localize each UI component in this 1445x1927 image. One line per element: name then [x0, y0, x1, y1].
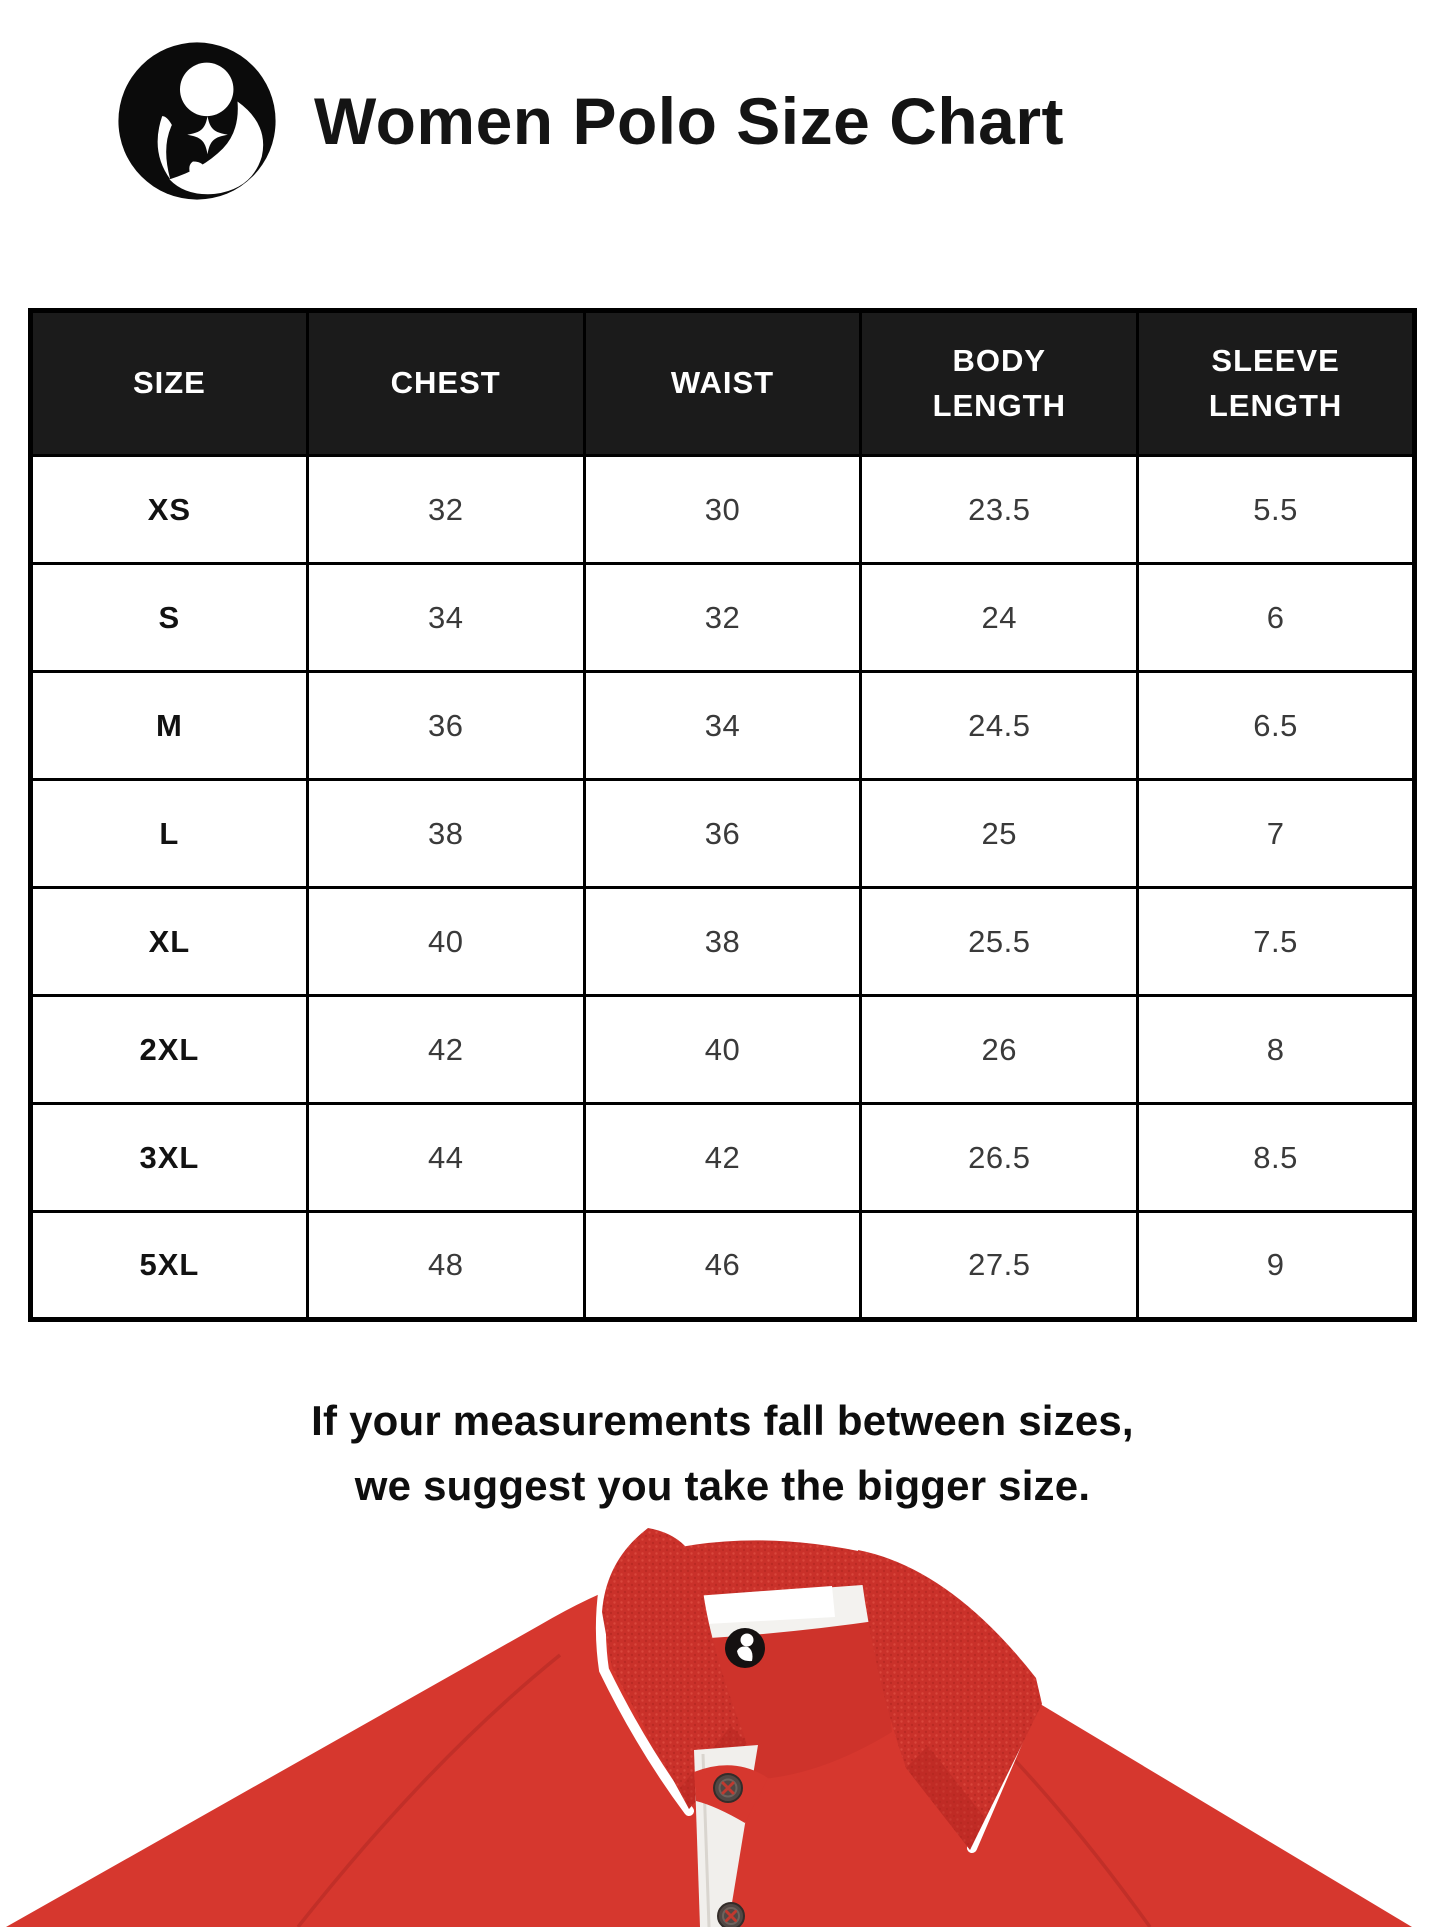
- body-length-value: 26.5: [861, 1104, 1138, 1212]
- page-title: Women Polo Size Chart: [314, 84, 1065, 158]
- column-header-size: SIZE: [31, 311, 308, 456]
- body-length-value: 23.5: [861, 456, 1138, 564]
- column-header-sleeve-length: SLEEVE LENGTH: [1138, 311, 1415, 456]
- polo-shirt-image: [0, 1520, 1445, 1927]
- sizing-note: [0, 1388, 1445, 1518]
- column-header-waist: WAIST: [584, 311, 861, 456]
- body-length-value: 25: [861, 780, 1138, 888]
- sleeve-length-value: 6: [1138, 564, 1415, 672]
- size-chart-table: [28, 308, 1417, 1322]
- table-row-5xl: [31, 1212, 1415, 1320]
- sleeve-length-value: 8: [1138, 996, 1415, 1104]
- chest-value: 36: [307, 672, 584, 780]
- table-row-xl: [31, 888, 1415, 996]
- size-label: XL: [31, 888, 308, 996]
- size-label: M: [31, 672, 308, 780]
- brand-logo-icon: [116, 40, 278, 202]
- waist-value: 40: [584, 996, 861, 1104]
- size-label: 2XL: [31, 996, 308, 1104]
- table-row-3xl: [31, 1104, 1415, 1212]
- body-length-value: 25.5: [861, 888, 1138, 996]
- size-label: 5XL: [31, 1212, 308, 1320]
- chest-value: 42: [307, 996, 584, 1104]
- table-row-2xl: [31, 996, 1415, 1104]
- chest-value: 38: [307, 780, 584, 888]
- waist-value: 46: [584, 1212, 861, 1320]
- waist-value: 36: [584, 780, 861, 888]
- body-length-value: 24: [861, 564, 1138, 672]
- chest-value: 48: [307, 1212, 584, 1320]
- table-row-s: [31, 564, 1415, 672]
- waist-value: 32: [584, 564, 861, 672]
- polo-button-top: [714, 1774, 742, 1802]
- sleeve-length-value: 9: [1138, 1212, 1415, 1320]
- sleeve-length-value: 6.5: [1138, 672, 1415, 780]
- sizing-note-line-2: we suggest you take the bigger size.: [354, 1462, 1091, 1510]
- sleeve-length-value: 7: [1138, 780, 1415, 888]
- collar-logo-tag: [725, 1628, 765, 1668]
- chest-value: 32: [307, 456, 584, 564]
- chest-value: 34: [307, 564, 584, 672]
- size-label: XS: [31, 456, 308, 564]
- sleeve-length-value: 8.5: [1138, 1104, 1415, 1212]
- column-header-chest: CHEST: [307, 311, 584, 456]
- table-row-m: [31, 672, 1415, 780]
- header: [0, 0, 1445, 202]
- sleeve-length-value: 5.5: [1138, 456, 1415, 564]
- waist-value: 42: [584, 1104, 861, 1212]
- polo-button-bottom: [718, 1903, 744, 1927]
- table-row-xs: [31, 456, 1415, 564]
- sizing-note-line-1: If your measurements fall between sizes,: [311, 1397, 1134, 1444]
- sleeve-length-value: 7.5: [1138, 888, 1415, 996]
- body-length-value: 27.5: [861, 1212, 1138, 1320]
- chest-value: 44: [307, 1104, 584, 1212]
- table-row-l: [31, 780, 1415, 888]
- waist-value: 38: [584, 888, 861, 996]
- size-label: L: [31, 780, 308, 888]
- column-header-body-length: BODY LENGTH: [861, 311, 1138, 456]
- size-label: S: [31, 564, 308, 672]
- body-length-value: 26: [861, 996, 1138, 1104]
- table-header-row: [31, 311, 1415, 456]
- waist-value: 30: [584, 456, 861, 564]
- size-label: 3XL: [31, 1104, 308, 1212]
- chest-value: 40: [307, 888, 584, 996]
- body-length-value: 24.5: [861, 672, 1138, 780]
- waist-value: 34: [584, 672, 861, 780]
